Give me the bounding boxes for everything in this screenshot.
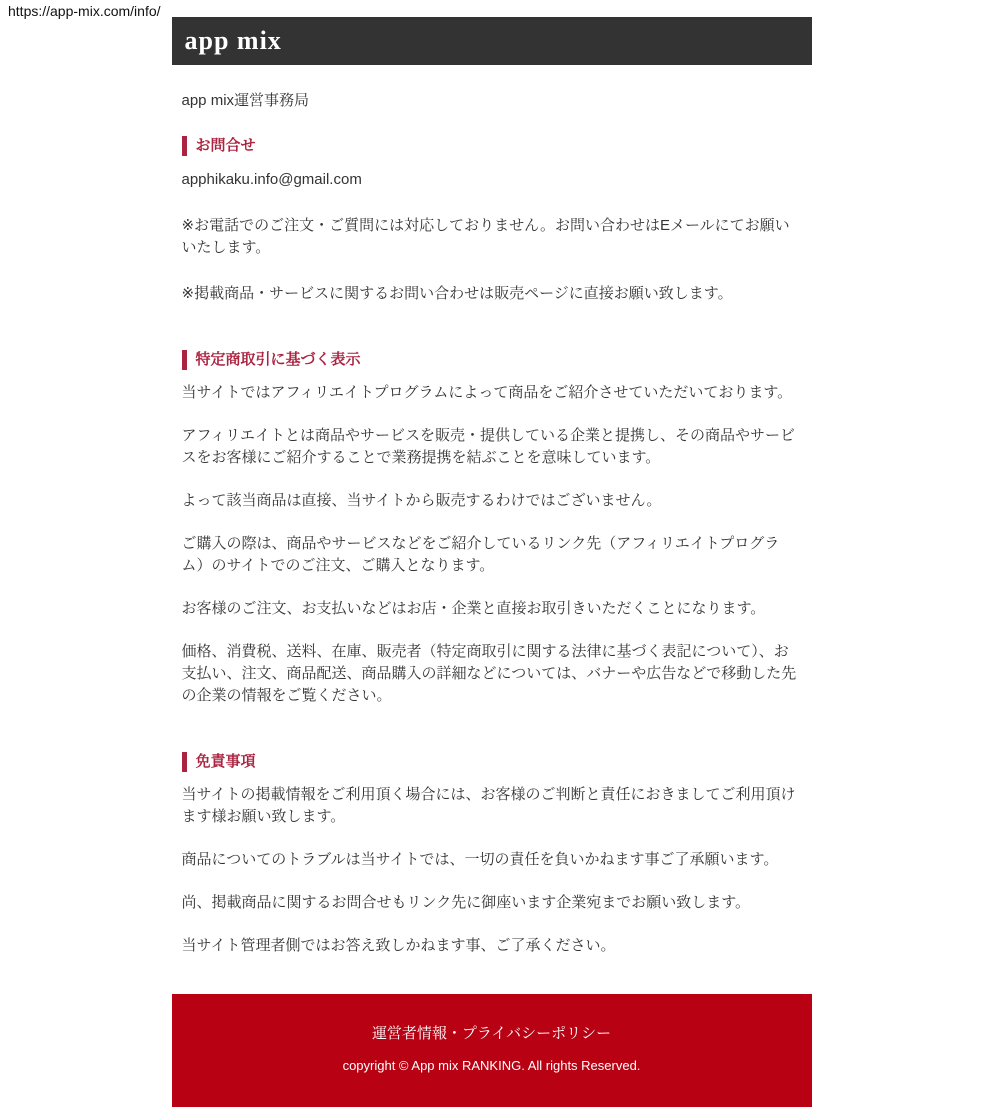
contact-heading: お問合せ <box>182 136 802 156</box>
paragraph: 当サイトの掲載情報をご利用頂く場合には、お客様のご判断と責任におきましてご利用頂けます様お願い致します。 <box>181 786 796 825</box>
section-commercial-transactions <box>182 350 802 707</box>
operator-name-text: app mix運営事務局 <box>181 92 310 109</box>
paragraph: ご購入の際は、商品やサービスなどをご紹介しているリンク先（アフィリエイトプログラム）のサイトでのご注文、ご購入となります。 <box>181 535 780 574</box>
section-contact <box>182 136 802 305</box>
paragraph: 当サイト管理者側ではお答え致しかねます事、ご了承ください。 <box>181 937 616 954</box>
site-logo[interactable]: app mix <box>184 26 282 55</box>
main-content <box>172 65 812 957</box>
contact-note: ※掲載商品・サービスに関するお問い合わせは販売ページに直接お願い致します。 <box>181 285 733 302</box>
paragraph: 当サイトではアフィリエイトプログラムによって商品をご紹介させていただいております。 <box>181 384 793 401</box>
disclaimer-heading: 免責事項 <box>182 752 802 772</box>
section-disclaimer <box>182 752 802 957</box>
paragraph: 尚、掲載商品に関するお問合せもリンク先に御座います企業宛までお願い致します。 <box>181 894 751 911</box>
privacy-policy-link[interactable]: 運営者情報・プライバシーポリシー <box>371 1025 612 1042</box>
site-footer <box>172 994 812 1107</box>
paragraph: 商品についてのトラブルは当サイトでは、一切の責任を負いかねます事ご了承願います。 <box>181 851 779 868</box>
contact-email-text: apphikaku.info@gmail.com <box>181 171 362 188</box>
commercial-transactions-heading: 特定商取引に基づく表示 <box>182 350 802 370</box>
page-url-label: https://app-mix.com/info/ <box>8 3 161 19</box>
paragraph: 価格、消費税、送料、在庫、販売者（特定商取引に関する法律に基づく表記について）、お支払い、注文、商品配送、商品購入の詳細などについては、バナーや広告などで移動した先の企業の情報をご覧ください。 <box>181 643 797 704</box>
page-container <box>172 17 812 1107</box>
paragraph: アフィリエイトとは商品やサービスを販売・提供している企業と提携し、その商品やサービスをお客様にご紹介することで業務提携を結ぶことを意味しています。 <box>181 427 796 466</box>
paragraph: お客様のご注文、お支払いなどはお店・企業と直接お取引きいただくことになります。 <box>181 600 766 617</box>
contact-note: ※お電話でのご注文・ご質問には対応しておりません。お問い合わせはEメールにてお願いいたします。 <box>181 217 790 256</box>
site-header <box>172 17 812 65</box>
paragraph: よって該当商品は直接、当サイトから販売するわけではございません。 <box>181 492 662 509</box>
copyright-text: copyright © App mix RANKING. All rights Reserved. <box>342 1058 641 1073</box>
